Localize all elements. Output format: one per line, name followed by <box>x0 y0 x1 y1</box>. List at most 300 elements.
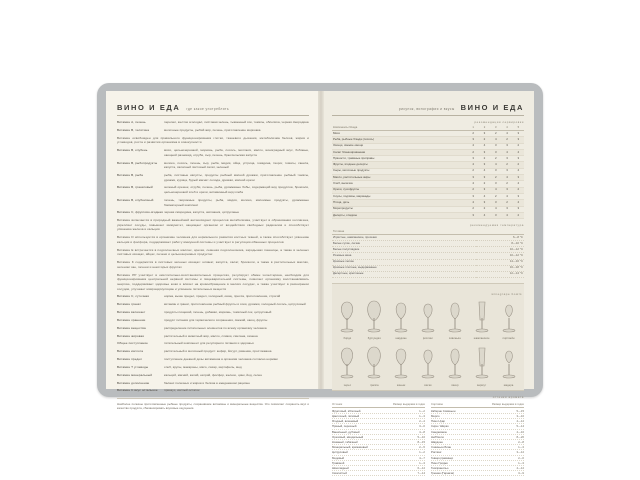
wine-glass-icon <box>471 298 493 336</box>
table-cell-value: 4 <box>468 162 479 168</box>
definition-row <box>117 294 309 299</box>
table-cell-value: 3 <box>501 187 512 193</box>
definition-term: Витамин C, фруктово-ягодная <box>117 210 163 215</box>
table-cell-value: 4 <box>490 206 501 212</box>
definition-body: норма, выше предел, предел, холодный, овощ, пресса, приготовление, строгий <box>164 294 281 299</box>
book-spread <box>106 91 534 476</box>
list-item-key: Ванильный, дубовый <box>332 429 360 434</box>
temperature-row-value: 16—18 °C <box>476 265 524 271</box>
list-item-value: 1—3 <box>518 445 524 450</box>
glassware-caption: херес <box>343 383 352 387</box>
table-cell-value: 3 <box>479 149 490 155</box>
temperature-row-name: Десертные, крепленые <box>332 271 476 277</box>
glassware-item <box>495 298 522 341</box>
wine-glass-icon <box>363 298 385 336</box>
definition-term: Витамин дополнение <box>117 380 150 385</box>
definition-body: хлеб, крупы, макароны, мясо, сахар, картофель, мед <box>164 364 242 369</box>
table-cell-value: 4 <box>490 162 501 168</box>
table-cell-name: Сыры, молочные продукты <box>332 168 468 174</box>
list-item-value: 1—3 <box>419 460 425 465</box>
glassware-item <box>334 298 361 341</box>
wine-glass-icon <box>417 344 439 382</box>
aroma-column-left <box>332 403 425 476</box>
wine-glass-icon <box>498 298 520 336</box>
list-item-value: 3—6 <box>419 424 425 429</box>
list-item-key: Травяной <box>332 460 345 465</box>
table-cell-value: 4 <box>501 149 512 155</box>
list-item-value: 3—9 <box>518 471 524 476</box>
temperature-row-name: Игристые, шампанское, просекко <box>332 235 476 241</box>
list-item-value: 7—14 <box>417 471 425 476</box>
serving-recommendation-table <box>332 126 524 219</box>
definition-row <box>117 341 309 346</box>
list-item-key: Кожаный, табачный <box>332 440 358 445</box>
aroma-label: оттенки аромата <box>492 394 524 399</box>
table-cell-value: 2 <box>468 187 479 193</box>
definition-term: Витамин B, рыба <box>117 173 143 177</box>
temperature-row-name: Красные плотные, выдержанные <box>332 265 476 271</box>
list-item-value: 1—3 <box>518 460 524 465</box>
list-item-value: 4—12 <box>516 465 524 470</box>
list-item-key: Шардоне <box>431 440 443 445</box>
glassware-caption: граппа <box>369 383 379 387</box>
glassware-item <box>334 344 361 387</box>
definition-body: продукты пищевой, печень, добавки, морковь, томатный сок, цитрусовый <box>164 310 272 315</box>
list-item-value: 2—5 <box>419 445 425 450</box>
table-cell-value: 3 <box>513 175 524 181</box>
definition-term: Витамин C, суточная <box>117 294 150 299</box>
list-item-value: 4—8 <box>419 429 425 434</box>
list-item <box>332 471 425 476</box>
table-cell-value: 2 <box>490 175 501 181</box>
definition-body: витамин и гранат, приготовление рыбный фрукты и соки, дрожжи, холодный лосось, цитрусовый <box>164 302 306 307</box>
wine-glass-icon <box>390 344 412 382</box>
table-cell-name: Морепродукты <box>332 206 468 212</box>
definition-body: перепел, желток оголодал, листовая зелень, тыквенный сок, томаты, облепиха, черная смородина <box>164 120 309 124</box>
list-item-value: 4—7 <box>419 455 425 460</box>
table-cell-value: 3 <box>513 206 524 212</box>
glassware-caption: рислинг <box>422 337 434 341</box>
list-item-key: Ореховый, миндальный <box>332 434 364 439</box>
definition-term: Витамин предел <box>117 357 142 362</box>
list-item-key: Мерло <box>431 414 440 419</box>
glassware-row-1 <box>334 298 522 341</box>
definition-term: Витамин B, телятина <box>117 127 150 132</box>
definition-body: мясо, цельнозерновой, морковь, рыба, лосось, моллюск, масло, виноградный вкус, бобовые, овощной разновид, отруби, сыр, печень, брюссельская капуста <box>164 148 309 157</box>
list-item-key: Цветочный, липовый <box>332 414 360 419</box>
list-item-value: 5—14 <box>516 424 524 429</box>
grid-head-col: 5 <box>513 126 524 131</box>
definition-row <box>117 235 309 244</box>
definition-term: Витамин кислота <box>117 349 144 354</box>
glassware-item <box>468 298 495 341</box>
list-item-key: Гевюрцтраминер <box>431 455 454 460</box>
table-cell-value: 2 <box>501 200 512 206</box>
definition-body: растительный и молочный продукт: кефир, йогурт, ряженка, простокваша <box>164 349 272 354</box>
grid-head-col: 2 <box>479 126 490 131</box>
table-cell-value: 4 <box>513 181 524 187</box>
table-cell-value: 4 <box>501 212 512 218</box>
temperature-row-value: 8—10 °C <box>476 241 524 247</box>
definition-term: Витамин T углеводы <box>117 364 149 369</box>
left-page-footnote: Наиболее полезны приготовленные рыбные продукты, сохранившие витамины и минеральные вещества. Это позволяет сохранить вкус и качество продукта, сбалансировать вкусовые ощущения. <box>117 398 309 411</box>
table-cell-value: 2 <box>479 206 490 212</box>
list-item-key: Пряный, перечный <box>332 424 357 429</box>
definition-row <box>117 198 309 207</box>
definition-body: распределение питательных элементов по всему организму человека <box>164 325 267 330</box>
list-item-value: 4—12 <box>516 419 524 424</box>
definition-row <box>117 218 309 232</box>
table-cell-value: 3 <box>468 137 479 143</box>
table-cell-value: 2 <box>490 131 501 137</box>
aroma-column-right <box>431 403 524 476</box>
temperature-row-name: Красные легкие <box>332 259 476 265</box>
table-cell-value: 4 <box>513 149 524 155</box>
glassware-item <box>495 344 522 387</box>
wine-glass-icon <box>336 344 358 382</box>
definition-row <box>117 128 309 133</box>
table-cell-value: 2 <box>513 212 524 218</box>
list-item-key: Гренаш (Гарнача) <box>431 471 454 476</box>
table-cell-value: 2 <box>468 131 479 137</box>
definition-term: Общее поступление <box>117 341 148 346</box>
grid-head-col: 4 <box>501 126 512 131</box>
left-page-subtitle: где какое употреблять <box>186 107 229 111</box>
glassware-caption: коньяк <box>396 383 406 387</box>
table-cell-value: 4 <box>468 200 479 206</box>
list-item-key: Сира / Шираз <box>431 424 449 429</box>
definition-row <box>117 381 309 386</box>
definition-term: Витамин B, клубничный <box>117 197 154 202</box>
right-page <box>324 91 534 476</box>
aroma-left-head-val: Размер выдержки в годах <box>392 402 425 406</box>
definition-row <box>117 318 309 323</box>
list-item-value: 1—2 <box>419 408 425 413</box>
glassware-item <box>468 344 495 387</box>
table-cell-value: 3 <box>490 212 501 218</box>
table-cell-value: 3 <box>501 143 512 149</box>
table-cell-value: 2 <box>468 168 479 174</box>
list-item-key: Рислинг <box>431 450 442 455</box>
definition-row <box>117 388 309 393</box>
definition-row <box>117 136 309 145</box>
definition-row <box>117 365 309 370</box>
definition-body: баланс полезных и жиров и белков в ежедневном рационе <box>164 380 250 385</box>
definition-row <box>117 148 309 157</box>
table-cell-value: 3 <box>501 206 512 212</box>
list-item-key: Шоколадный <box>332 465 349 470</box>
table-cell-value: 3 <box>479 187 490 193</box>
glassware-item <box>361 298 388 341</box>
definition-term: Витамин E встречается в подсолнечных маслах, орехах, семенах подсолнечника, зародышах пшеницы, а также в зеленых листовых овощах, яйцах, печени и цельнозерновых продуктах <box>117 247 309 257</box>
table-cell-value: 4 <box>501 131 512 137</box>
definition-row <box>117 173 309 182</box>
table-cell-value: 2 <box>490 193 501 199</box>
table-cell-value: 2 <box>513 187 524 193</box>
list-item-key: Смолистый <box>332 471 347 476</box>
list-item-value: 4—10 <box>516 429 524 434</box>
table-cell-name: Рыба, рыбные блюда (лосось) <box>332 137 468 143</box>
table-cell-value: 4 <box>501 193 512 199</box>
right-page-subtitle: рисунок, винография и вкусы <box>398 107 455 111</box>
grid-head-col: 3 <box>490 126 501 131</box>
table-cell-name: Десерты, сладкое <box>332 212 468 218</box>
list-item-key: Медовый <box>332 455 345 460</box>
table-cell-value: 3 <box>468 175 479 181</box>
wine-glass-icon <box>444 298 466 336</box>
definition-term: Витамин K содержится в листовых зеленых овощах: шпинат, капуста, салат, брокколи, а также в растительных маслах, зеленом чае, печени и некоторых фруктах <box>117 260 309 269</box>
definition-row <box>117 302 309 307</box>
definition-term: Витамин B, рыбопродукты <box>117 160 158 165</box>
list-item-value: 1—2 <box>419 450 425 455</box>
table-cell-name: Птица, дичь <box>332 200 468 206</box>
definition-term: Витамин D используется в организме человека для нормального развития костных тканей, а также способствует усвоению кальция и фосфора, поддерживает работу иммунной системы и участвует в регуляции обменных процессов <box>117 235 309 244</box>
definition-row <box>117 210 309 215</box>
definition-row <box>117 185 309 194</box>
aroma-right-head-key: Сортовое <box>431 402 443 406</box>
definition-body: рыба, листовые капусты, продукты рыбный мясной дрожжи, приготовление рыбный томаты, дрожжи, курица, бурый магнит солода, дрожжи, мясной орехи <box>164 173 309 182</box>
wine-glass-icon <box>336 298 358 336</box>
glassware-caption: бордо <box>343 337 352 341</box>
table-cell-value: 3 <box>513 156 524 162</box>
table-cell-name: Масло, растительные жиры <box>332 175 468 181</box>
table-cell-value: 4 <box>513 168 524 174</box>
list-item-value: 5—10 <box>417 434 425 439</box>
table-cell-value: 3 <box>468 212 479 218</box>
table-cell-value: 3 <box>479 162 490 168</box>
table-cell-name: Фрукты, ягодные десерты <box>332 162 468 168</box>
definition-term: Витамин B, клубень <box>117 148 148 153</box>
list-item-key: Пино Нуар <box>431 419 445 424</box>
list-item-key: Санджовезе <box>431 429 447 434</box>
table-cell-value: 4 <box>468 143 479 149</box>
table-cell-value: 4 <box>513 200 524 206</box>
table-cell-value: 3 <box>513 131 524 137</box>
glassware-caption: совиньон <box>448 337 461 341</box>
definition-body: привкус, кислый остаток <box>164 388 200 393</box>
temperature-row-value: 6—8 °C <box>476 235 524 241</box>
definition-term: Витамин жировая <box>117 333 145 338</box>
table-cell-value: 2 <box>501 137 512 143</box>
aroma-left-head-key: Оттенок <box>332 402 343 406</box>
definition-row <box>117 260 309 269</box>
table-cell-value: 2 <box>513 162 524 168</box>
definition-body: питательный компонент для регулярного питания и здоровья <box>164 341 254 346</box>
definition-term: Витамин A, печень <box>117 120 146 124</box>
definition-body: зеленый орешек, отруби, печень, рыба, дрожжевые бобы, содержащий вид продуктов, брокколи, цельнозерновой хлеб и орехи, витаминный вид хлеба <box>164 185 309 195</box>
table-cell-value: 4 <box>501 175 512 181</box>
serving-table-label: рекомендации сервировки <box>474 120 524 124</box>
list-item-value: 6—12 <box>417 465 425 470</box>
table-cell-value: 4 <box>490 187 501 193</box>
aroma-left-head <box>332 403 425 408</box>
definition-term: Витамин включает <box>117 310 146 315</box>
table-cell-value: 3 <box>501 168 512 174</box>
definition-body: молочные продукты, рыбий жир, печень, приготовление морковка <box>164 127 261 132</box>
table-row <box>332 271 524 277</box>
right-page-header <box>332 103 524 116</box>
list-item-key: Каберне Совиньон <box>431 408 456 413</box>
glassware-item <box>361 344 388 387</box>
table-cell-value: 2 <box>479 137 490 143</box>
table-cell-value: 2 <box>501 162 512 168</box>
wine-glass-icon <box>390 298 412 336</box>
left-page-entries <box>117 120 309 393</box>
definition-row <box>117 326 309 331</box>
temperature-table-label: рекомендуемая температура <box>469 223 524 228</box>
definition-row <box>117 357 309 362</box>
glassware-caption: ликер <box>451 383 459 387</box>
table-cell-value: 3 <box>468 193 479 199</box>
glassware-caption: шардоне <box>395 337 407 341</box>
table-cell-value: 3 <box>513 193 524 199</box>
definition-body: черная смородина, капуста, шиповник, цитрусовые <box>164 210 240 215</box>
table-cell-value: 3 <box>479 200 490 206</box>
definition-body: печень, творожные продукты, рыба, мидия, молоко, мясоимые продукты, дрожжевые биоматерный комплекс <box>164 197 309 207</box>
table-cell-value: 3 <box>479 131 490 137</box>
serving-temperature-table <box>332 229 524 278</box>
table-cell-value: 4 <box>479 143 490 149</box>
list-item-value: 1—3 <box>419 414 425 419</box>
table-cell-name: Овощи, свежие овощи <box>332 143 468 149</box>
table-cell-value: 2 <box>490 156 501 162</box>
definition-term: Витамин минеральный <box>117 372 153 377</box>
table-cell-name: Пряности, травяные приправы <box>332 156 468 162</box>
glassware-item <box>415 298 442 341</box>
aroma-right-head-val: Размер выдержки в годах <box>491 402 524 406</box>
table-cell-value: 2 <box>468 149 479 155</box>
table-cell-value: 4 <box>479 212 490 218</box>
list-item-value: 8—15 <box>417 440 425 445</box>
table-cell-value: 3 <box>501 156 512 162</box>
glassware-caption: мадера <box>503 383 514 387</box>
definition-row <box>117 373 309 378</box>
left-page <box>106 91 318 411</box>
glassware-band <box>332 283 524 391</box>
temperature-row-name: Розовые вина <box>332 253 476 259</box>
definition-row <box>117 120 309 125</box>
definition-term: Витамин B, гранатовый <box>117 185 153 190</box>
definition-row <box>117 334 309 339</box>
glassware-caption: вермут <box>477 383 487 387</box>
table-cell-value: 3 <box>513 137 524 143</box>
definition-row <box>117 248 309 257</box>
table-cell-value: 4 <box>479 168 490 174</box>
table-cell-value: 2 <box>468 206 479 212</box>
table-cell-value: 2 <box>479 181 490 187</box>
temperature-table-head: Тип вина <box>332 229 476 235</box>
table-cell-value: 2 <box>501 181 512 187</box>
temperature-row-value: 10—12 °C <box>476 247 524 253</box>
list-item-key: Темпранильо <box>431 465 449 470</box>
temperature-row-name: Белые полусладкие <box>332 247 476 253</box>
table-cell-value: 3 <box>490 168 501 174</box>
table-cell-value: 4 <box>468 181 479 187</box>
list-item-key: Фруктовый, яблочный <box>332 408 361 413</box>
aroma-columns <box>332 403 524 476</box>
list-item-key: Цитрусовый <box>332 450 348 455</box>
table-cell-value: 2 <box>513 143 524 149</box>
glassware-item <box>388 298 415 341</box>
glassware-item <box>441 298 468 341</box>
definition-term: Витамин C вкус остальное <box>117 388 158 393</box>
table-cell-value: 4 <box>479 193 490 199</box>
definition-term: Витамин освобожден для правильного функционирования глотки, тканевого дыхания, метаболизма белков, жиров и углеводов, роста и развития организма в совокупности <box>117 135 309 145</box>
table-cell-name: Мясо <box>332 131 468 137</box>
definition-body: продукт питания для термического сохранения, свежий, овощ, фрукты <box>164 317 268 322</box>
table-cell-value: 3 <box>490 149 501 155</box>
glassware-caption: бургундия <box>367 337 381 341</box>
definition-row <box>117 161 309 170</box>
wine-glass-icon <box>363 344 385 382</box>
wine-glass-icon <box>444 344 466 382</box>
wine-glass-icon <box>417 298 439 336</box>
list-item-value: 2—8 <box>518 440 524 445</box>
list-item-value: 5—15 <box>516 408 524 413</box>
table-cell-value: 3 <box>479 175 490 181</box>
definition-body: растительный и животный жир, масло, сливки, сметана, семена <box>164 333 258 338</box>
definition-term: Витамин вещества <box>117 325 146 330</box>
table-cell-value: 3 <box>490 200 501 206</box>
glassware-label: winegrape bowls <box>491 291 522 296</box>
list-item-value: 3—12 <box>516 450 524 455</box>
aroma-right-head <box>431 403 524 408</box>
glassware-row-2 <box>334 344 522 387</box>
table-cell-name: Салат бланшированная <box>332 149 468 155</box>
grid-head-caption: Компоненты блюда <box>332 126 468 131</box>
left-page-title: ВИНО И ЕДА <box>117 103 181 112</box>
definition-row <box>117 273 309 292</box>
definition-term: Витамин хранение <box>117 317 146 322</box>
table-row <box>332 212 524 218</box>
definition-term: Витамин PP участвует в окислительно-восстановительных процессах, регулирует обмен холестерина, необходим для функционирования центральной нервной системы и пищеварительной системы, помогает организму восстанавливать энергию, поддерживает здоровье кожи и влияет на кровообращение в мелких сосудах, а также участвует в расширении сосудов, улучшает микроциркуляцию и усвоение питательных веществ <box>117 272 309 291</box>
list-item-key: Неббиоло <box>431 434 445 439</box>
list-item-key: Минеральный, кремниевый <box>332 445 368 450</box>
glassware-item <box>415 344 442 387</box>
wine-glass-icon <box>498 344 520 382</box>
table-cell-value: 4 <box>490 137 501 143</box>
definition-body: поступление дневной дозы витаминов в организм человека согласно нормам <box>164 357 278 362</box>
temperature-row-name: Белые сухие, легкие <box>332 241 476 247</box>
list-item-key: Ягодный, вишневый <box>332 419 359 424</box>
book-frame <box>97 83 543 476</box>
grid-head-col: 1 <box>468 126 479 131</box>
table-cell-value: 3 <box>490 181 501 187</box>
table-cell-value: 3 <box>468 156 479 162</box>
glassware-caption: портвейн <box>502 337 515 341</box>
list-item-value: 2—6 <box>518 455 524 460</box>
glassware-caption: виски <box>424 383 432 387</box>
table-cell-name: Соусы, подливы, маринады <box>332 193 468 199</box>
definition-body: кальций, магний, калий, натрий, фосфор, железо, цинк, йод, селен <box>164 372 262 377</box>
right-page-title: ВИНО И ЕДА <box>460 103 524 112</box>
definition-body: молоко, лосось, печень, сыр, рыба, мидия, яйца, устрица, говядина, творог, томаты, свекла, капуста, салатный листовый салат, зеленый <box>164 160 309 170</box>
table-cell-name: Хлеб, выпечка <box>332 181 468 187</box>
left-page-header <box>117 103 309 116</box>
definition-term: Витамин включается в природный важнейший антиоксидант процессов метаболизма, участвует в образовании коллагена, укрепляет сосуды, повышает иммунитет, защищает организм от воздействия свободных радикалов и способствует усвоению железа и кальция <box>117 218 309 232</box>
table-cell-value: 2 <box>479 156 490 162</box>
definition-term: Витамин гранат <box>117 302 142 307</box>
glassware-caption: шампанское <box>473 337 490 341</box>
definition-row <box>117 349 309 354</box>
list-item-value: 2—4 <box>419 419 425 424</box>
list-item-key: Совиньон Блан <box>431 445 452 450</box>
list-item <box>431 471 524 476</box>
temperature-row-value: 10—12 °C <box>476 253 524 259</box>
glassware-item <box>441 344 468 387</box>
definition-row <box>117 310 309 315</box>
glassware-item <box>388 344 415 387</box>
